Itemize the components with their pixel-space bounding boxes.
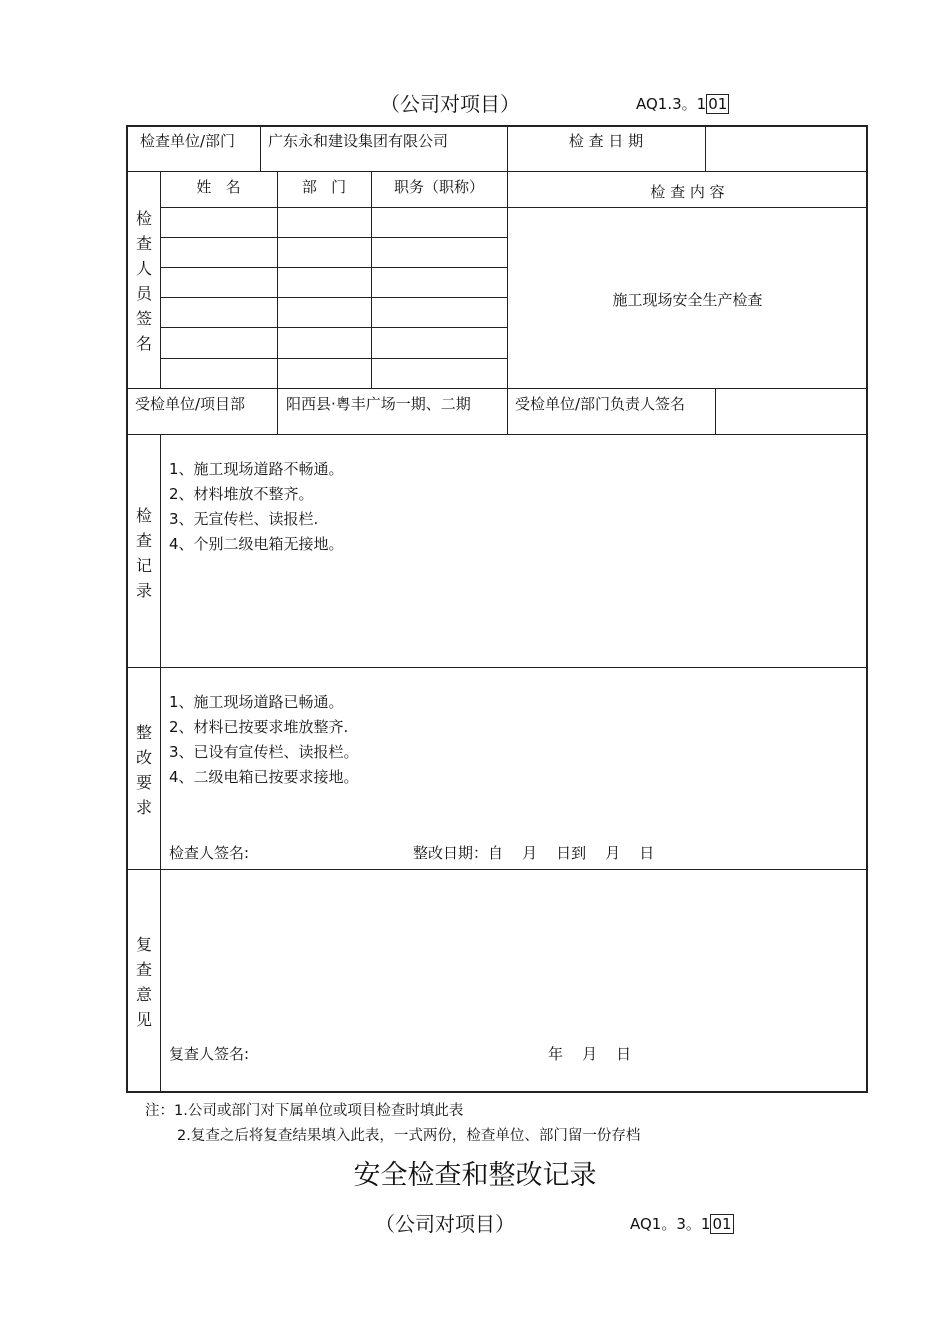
review-side-label: 复 查 意 见: [135, 935, 152, 1029]
rectify-side-label: 整 改 要 求: [135, 723, 152, 817]
form-code-prefix: AQ1.3。1: [636, 95, 707, 113]
col-title-header: 职务（职称）: [393, 178, 484, 196]
review-date-label: 年 月 日: [548, 1045, 632, 1063]
record-item: 3、无宣传栏、读报栏.: [169, 510, 319, 528]
signers-side-label: 检 查 人 员 签 名: [135, 209, 152, 353]
inspected-unit-value: 阳西县·粤丰广场一期、二期: [286, 395, 471, 413]
col-name-header: 姓 名: [196, 178, 241, 196]
rectify-date-label: 整改日期：自 月 日到 月 日: [413, 844, 655, 862]
note-line-1: 注：1.公司或部门对下属单位或项目检查时填此表: [145, 1103, 464, 1119]
record-side-label: 检 查 记 录: [135, 506, 152, 600]
record-item: 4、个别二级电箱无接地。: [169, 535, 344, 553]
rectify-item: 3、已设有宣传栏、读报栏。: [169, 743, 359, 761]
inspect-unit-label: 检查单位/部门: [140, 132, 236, 150]
form-code-box: 01: [708, 95, 728, 113]
rectify-item: 4、二级电箱已按要求接地。: [169, 768, 359, 786]
col-dept-header: 部 门: [301, 178, 347, 196]
record-item: 1、施工现场道路不畅通。: [169, 460, 344, 478]
content-value: 施工现场安全生产检查: [612, 291, 763, 309]
inspect-date-label: 检 查 日 期: [568, 132, 644, 150]
inspected-sign-label: 受检单位/部门负责人签名: [515, 395, 686, 413]
record-list: [169, 457, 344, 557]
bottom-subtitle: （公司对项目）: [375, 1212, 515, 1236]
content-header: 检 查 内 容: [650, 183, 725, 201]
bottom-form-code-prefix: AQ1。3。1: [630, 1215, 711, 1233]
form-code: [636, 93, 729, 114]
bottom-form-code: [630, 1213, 734, 1234]
rectify-item: 1、施工现场道路已畅通。: [169, 693, 344, 711]
review-signer-label: 复查人签名:: [169, 1045, 250, 1063]
bottom-form-code-box: 01: [712, 1215, 732, 1233]
note-line-2: 2.复查之后将复查结果填入此表，一式两份，检查单位、部门留一份存档: [177, 1128, 641, 1144]
inspected-unit-label: 受检单位/项目部: [135, 395, 246, 413]
inspect-unit-value: 广东永和建设集团有限公司: [268, 132, 449, 150]
header-subtitle: （公司对项目）: [380, 92, 520, 116]
rectify-list: [169, 690, 359, 790]
rectify-signer-label: 检查人签名:: [169, 844, 250, 862]
inspection-form-table: [126, 125, 868, 1093]
record-item: 2、材料堆放不整齐。: [169, 485, 314, 503]
page-title: 安全检查和整改记录: [353, 1160, 597, 1191]
rectify-item: 2、材料已按要求堆放整齐.: [169, 718, 349, 736]
